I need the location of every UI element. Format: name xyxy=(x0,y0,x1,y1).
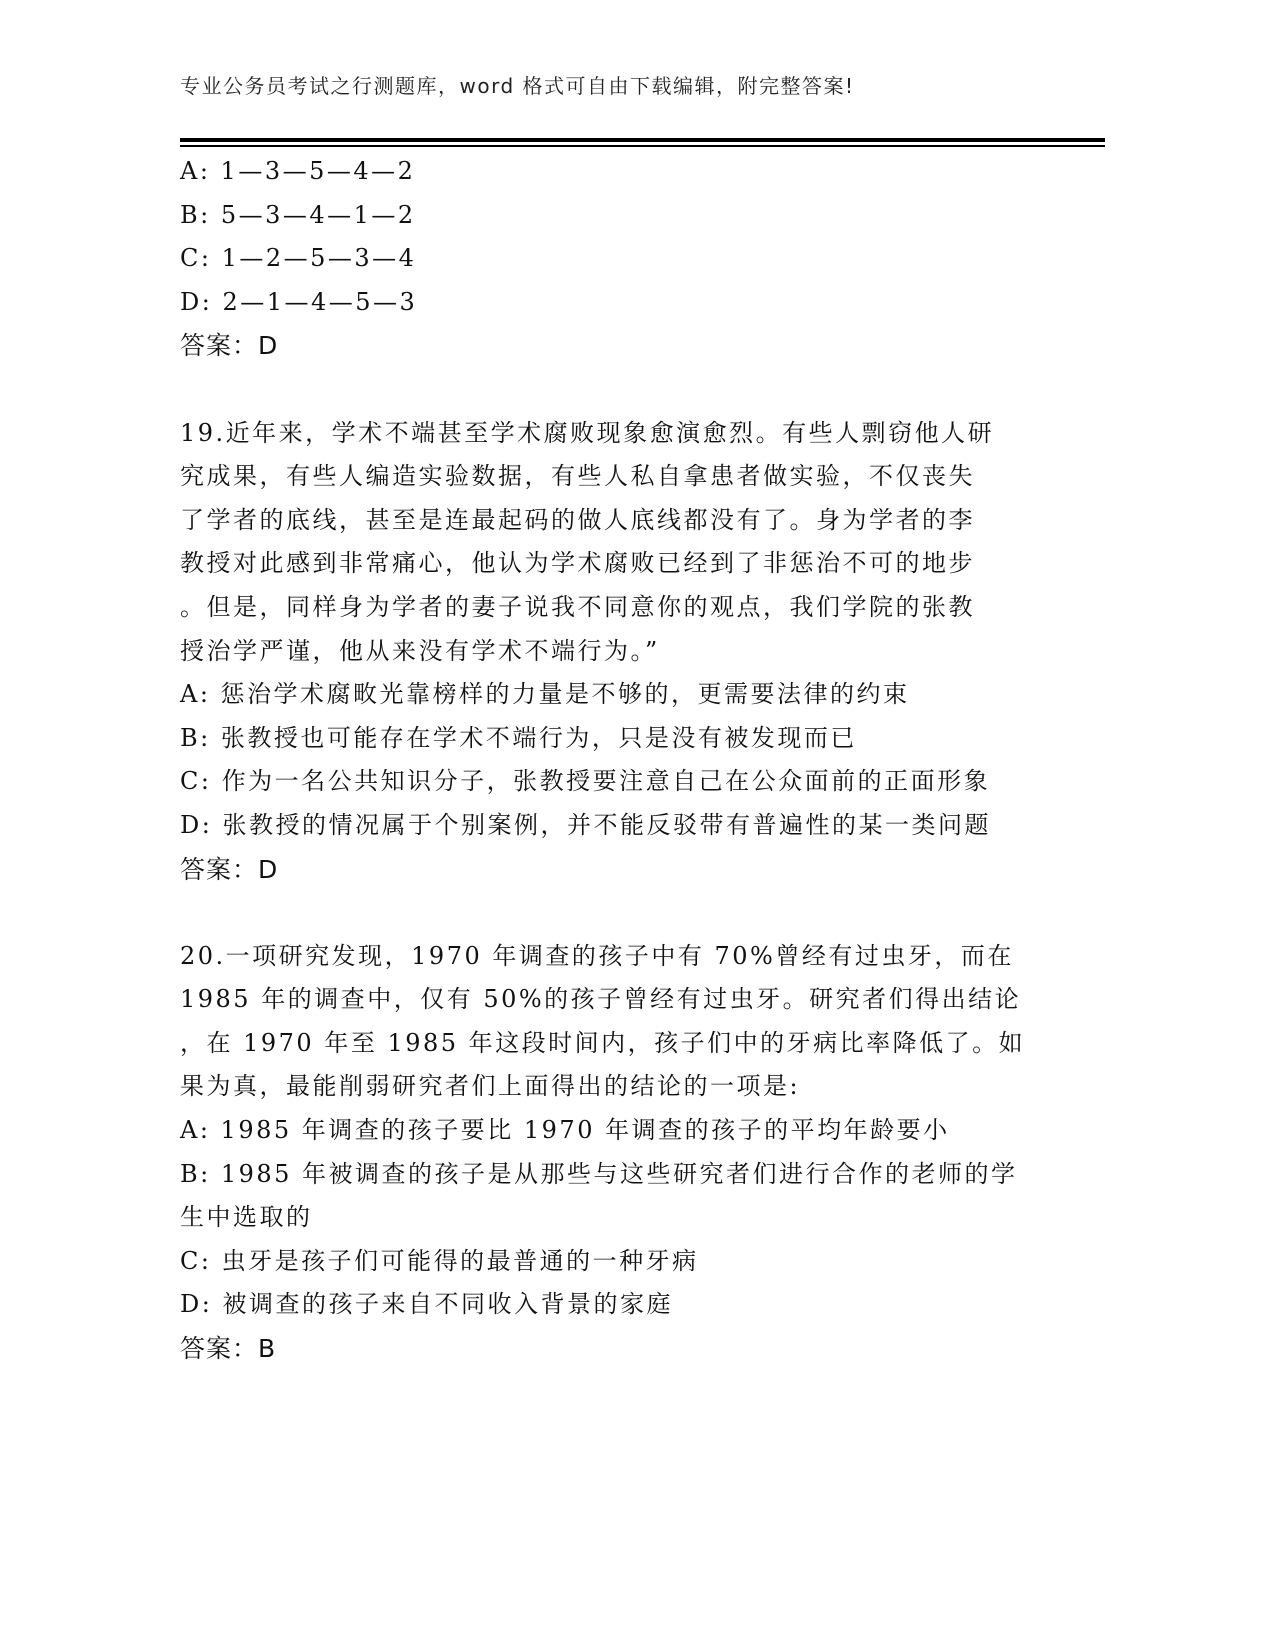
page-header: 专业公务员考试之行测题库，word 格式可自由下载编辑，附完整答案! xyxy=(180,74,855,98)
option-a: A: 1—3—5—4—2 xyxy=(180,157,416,185)
document-body xyxy=(180,150,1060,1371)
option-a: A: 1985 年调查的孩子要比 1970 年调查的孩子的平均年龄要小 xyxy=(180,1116,950,1145)
question-18 xyxy=(180,150,1060,368)
question-stem-line: 了学者的底线，甚至是连最起码的做人底线都没有了。身为学者的李 xyxy=(180,505,975,534)
option-b: B: 张教授也可能存在学术不端行为，只是没有被发现而已 xyxy=(180,723,857,752)
option-d: D: 被调查的孩子来自不同收入背景的家庭 xyxy=(180,1290,673,1319)
question-stem-line: 究成果，有些人编造实验数据，有些人私自拿患者做实验，不仅丧失 xyxy=(180,462,975,491)
header-divider-thin xyxy=(180,145,1105,147)
question-stem-line: ，在 1970 年至 1985 年这段时间内，孩子们中的牙病比率降低了。如 xyxy=(180,1028,1026,1057)
question-stem-line: 20.一项研究发现，1970 年调查的孩子中有 70%曾经有过虫牙，而在 xyxy=(180,941,1014,970)
question-stem-line: 。但是，同样身为学者的妻子说我不同意你的观点，我们学院的张教 xyxy=(180,592,975,621)
option-b: B: 5—3—4—1—2 xyxy=(180,200,416,229)
option-b: B: 1985 年被调查的孩子是从那些与这些研究者们进行合作的老师的学 xyxy=(180,1159,1018,1188)
option-c: C: 1—2—5—3—4 xyxy=(180,244,417,273)
option-d: D: 2—1—4—5—3 xyxy=(180,287,418,316)
question-20 xyxy=(180,935,1060,1371)
spacer xyxy=(180,368,1060,412)
answer: 答案：D xyxy=(180,331,279,361)
option-c: C: 作为一名公共知识分子，张教授要注意自己在公众面前的正面形象 xyxy=(180,767,991,796)
answer: 答案：B xyxy=(180,1334,277,1364)
header-divider-thick xyxy=(180,138,1105,142)
spacer xyxy=(180,891,1060,935)
option-b-continued: 生中选取的 xyxy=(180,1203,313,1232)
question-stem-line: 19.近年来，学术不端甚至学术腐败现象愈演愈烈。有些人剽窃他人研 xyxy=(180,418,995,447)
question-stem-line: 授治学严谨，他从来没有学术不端行为。” xyxy=(180,636,660,665)
answer: 答案：D xyxy=(180,854,279,884)
option-c: C: 虫牙是孩子们可能得的最普通的一种牙病 xyxy=(180,1246,699,1275)
question-19 xyxy=(180,412,1060,892)
question-stem-line: 果为真，最能削弱研究者们上面得出的结论的一项是: xyxy=(180,1072,801,1101)
question-stem-line: 教授对此感到非常痛心，他认为学术腐败已经到了非惩治不可的地步 xyxy=(180,549,975,578)
option-a: A: 惩治学术腐畋光靠榜样的力量是不够的，更需要法律的约束 xyxy=(180,680,910,709)
option-d: D: 张教授的情况属于个别案例，并不能反驳带有普遍性的某一类问题 xyxy=(180,810,991,839)
question-stem-line: 1985 年的调查中，仅有 50%的孩子曾经有过虫牙。研究者们得出结论 xyxy=(180,985,1022,1014)
